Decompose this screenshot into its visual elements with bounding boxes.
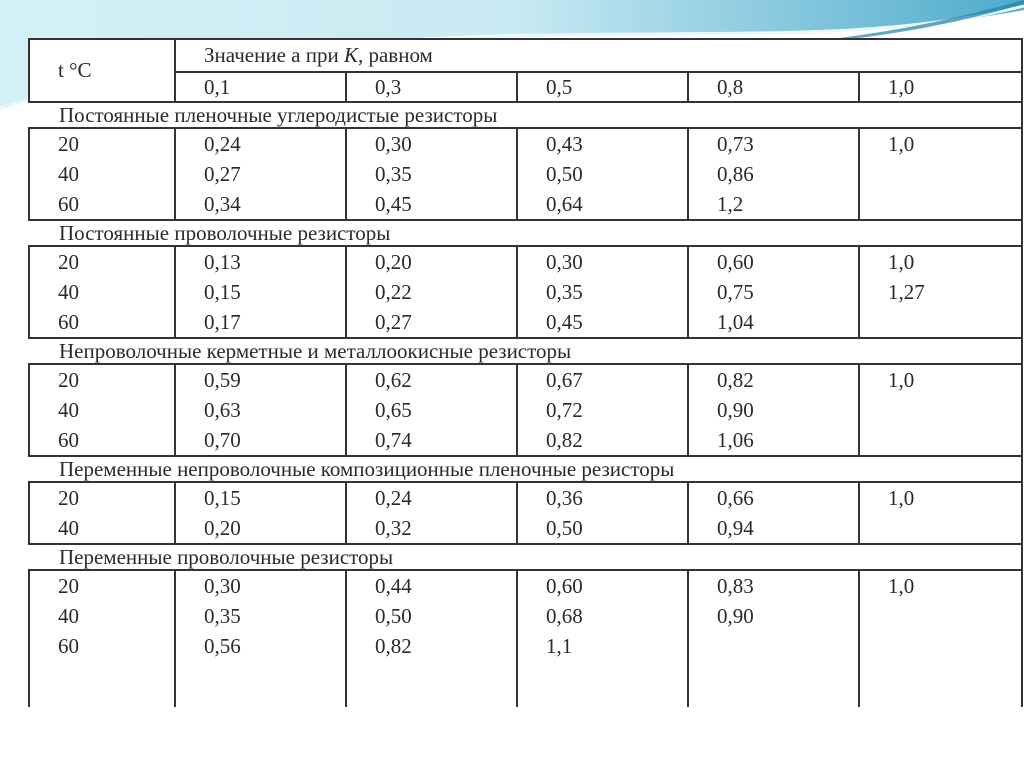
coefficient-value: 0,60 [546, 574, 583, 598]
section-title: Постоянные пленочные углеродистые резисторы [29, 102, 1022, 128]
table-bottom-padding [204, 661, 345, 707]
coefficient-cell [517, 246, 688, 338]
k-caption-suffix: , равном [357, 43, 433, 67]
coefficient-value: 0,62 [375, 368, 412, 392]
coefficient-cell [859, 246, 1022, 338]
coefficient-cell [688, 482, 859, 544]
resistor-coefficient-table-sheet [28, 38, 1022, 722]
coefficient-value: 1,04 [717, 310, 754, 334]
section-data-row [29, 246, 1022, 338]
coefficient-value: 0,50 [546, 162, 583, 186]
coefficient-value: 1,0 [888, 574, 915, 598]
coefficient-cell [175, 128, 346, 220]
section-data-row [29, 570, 1022, 707]
coefficient-value [888, 189, 1021, 219]
coefficient-value: 1,2 [717, 192, 744, 216]
coefficient-cell [517, 128, 688, 220]
coefficient-value: 0,63 [204, 398, 241, 422]
temperature-value: 40 [58, 280, 79, 304]
coefficient-value: 0,82 [717, 368, 754, 392]
coefficient-value: 0,72 [546, 398, 583, 422]
coefficient-value: 0,82 [546, 428, 583, 452]
temperature-value: 20 [58, 486, 79, 510]
coefficient-value: 0,66 [717, 486, 754, 510]
coefficient-value: 0,24 [204, 132, 241, 156]
table-bottom-padding [58, 661, 174, 707]
section-data-row [29, 364, 1022, 456]
coefficient-value: 0,44 [375, 574, 412, 598]
coefficient-cell [175, 570, 346, 707]
coefficient-value: 0,65 [375, 398, 412, 422]
section-header-row [29, 220, 1022, 246]
temperature-value: 40 [58, 398, 79, 422]
coefficient-value: 1,0 [888, 486, 915, 510]
coefficient-value: 0,30 [546, 250, 583, 274]
coefficient-cell [175, 364, 346, 456]
coefficient-value: 0,86 [717, 162, 754, 186]
coefficient-value [888, 307, 1021, 337]
section-title: Постоянные проволочные резисторы [29, 220, 1022, 246]
coefficient-value [888, 601, 1021, 631]
coefficient-cell [859, 364, 1022, 456]
coefficient-value: 0,20 [204, 516, 241, 540]
k-value-header: 0,1 [175, 72, 346, 102]
coefficient-value: 0,90 [717, 604, 754, 628]
coefficient-value: 0,35 [375, 162, 412, 186]
temperature-value: 40 [58, 516, 79, 540]
coefficient-value: 0,36 [546, 486, 583, 510]
temperature-value: 60 [58, 310, 79, 334]
table-bottom-padding [717, 661, 858, 707]
coefficient-value: 0,83 [717, 574, 754, 598]
coefficient-value: 0,82 [375, 634, 412, 658]
coefficient-cell [175, 246, 346, 338]
coefficient-value: 1,0 [888, 368, 915, 392]
temperature-header: t °C [29, 39, 175, 102]
temperature-value: 60 [58, 192, 79, 216]
k-value-header: 0,8 [688, 72, 859, 102]
coefficient-cell [346, 570, 517, 707]
coefficient-value: 0,94 [717, 516, 754, 540]
coefficient-value: 0,30 [204, 574, 241, 598]
section-data-row [29, 128, 1022, 220]
coefficient-cell [688, 246, 859, 338]
coefficient-cell [517, 482, 688, 544]
coefficient-value: 1,0 [888, 250, 915, 274]
coefficient-value: 0,50 [375, 604, 412, 628]
k-caption-variable: K [343, 43, 358, 67]
coefficient-value [888, 513, 1021, 543]
section-header-row [29, 544, 1022, 570]
temperature-cell [29, 246, 175, 338]
coefficient-value: 1,06 [717, 428, 754, 452]
coefficient-cell [688, 570, 859, 707]
coefficient-cell [517, 570, 688, 707]
coefficient-value: 0,43 [546, 132, 583, 156]
coefficient-value: 0,50 [546, 516, 583, 540]
k-value-header: 0,5 [517, 72, 688, 102]
coefficient-value: 1,27 [888, 280, 925, 304]
coefficient-cell [346, 128, 517, 220]
section-title: Переменные непроволочные композиционные пленочные резисторы [29, 456, 1022, 482]
coefficient-cell [859, 128, 1022, 220]
temperature-cell [29, 570, 175, 707]
section-title: Переменные проволочные резисторы [29, 544, 1022, 570]
coefficient-value: 0,22 [375, 280, 412, 304]
resistor-coefficient-table [28, 38, 1023, 707]
temperature-value: 20 [58, 368, 79, 392]
k-value-header: 1,0 [859, 72, 1022, 102]
coefficient-value [888, 159, 1021, 189]
coefficient-value: 0,74 [375, 428, 412, 452]
coefficient-value: 0,34 [204, 192, 241, 216]
coefficient-value: 0,24 [375, 486, 412, 510]
temperature-value: 60 [58, 428, 79, 452]
coefficient-value [888, 395, 1021, 425]
section-header-row [29, 102, 1022, 128]
coefficient-value [888, 425, 1021, 455]
coefficient-cell [346, 482, 517, 544]
coefficient-value: 0,15 [204, 280, 241, 304]
section-title: Непроволочные керметные и металлоокисные резисторы [29, 338, 1022, 364]
coefficient-cell [517, 364, 688, 456]
coefficient-value: 0,30 [375, 132, 412, 156]
table-bottom-padding [546, 661, 687, 707]
coefficient-value: 0,70 [204, 428, 241, 452]
coefficient-value: 0,59 [204, 368, 241, 392]
temperature-value: 20 [58, 574, 79, 598]
table-bottom-padding [888, 661, 1021, 707]
coefficient-value: 0,45 [375, 192, 412, 216]
coefficient-value: 0,68 [546, 604, 583, 628]
section-data-row [29, 482, 1022, 544]
coefficient-value: 0,32 [375, 516, 412, 540]
coefficient-value: 0,27 [204, 162, 241, 186]
temperature-value: 40 [58, 604, 79, 628]
coefficient-value: 0,73 [717, 132, 754, 156]
coefficient-value: 0,35 [546, 280, 583, 304]
coefficient-value: 1,0 [888, 132, 915, 156]
coefficient-value: 0,45 [546, 310, 583, 334]
k-caption-prefix: Значение a при [204, 43, 344, 67]
coefficient-cell [688, 364, 859, 456]
coefficient-value: 0,90 [717, 398, 754, 422]
coefficient-value: 0,75 [717, 280, 754, 304]
temperature-value: 20 [58, 132, 79, 156]
section-header-row [29, 456, 1022, 482]
coefficient-value: 0,15 [204, 486, 241, 510]
coefficient-value: 0,60 [717, 250, 754, 274]
coefficient-value: 0,67 [546, 368, 583, 392]
coefficient-value [888, 631, 1021, 661]
section-header-row [29, 338, 1022, 364]
table-bottom-padding [375, 661, 516, 707]
temperature-cell [29, 482, 175, 544]
coefficient-value: 0,13 [204, 250, 241, 274]
coefficient-value: 0,27 [375, 310, 412, 334]
coefficient-value: 1,1 [546, 634, 573, 658]
temperature-value: 60 [58, 634, 79, 658]
coefficient-value: 0,17 [204, 310, 241, 334]
coefficient-value: 0,64 [546, 192, 583, 216]
temperature-cell [29, 364, 175, 456]
coefficient-value: 0,20 [375, 250, 412, 274]
temperature-cell [29, 128, 175, 220]
coefficient-cell [859, 570, 1022, 707]
coefficient-cell [688, 128, 859, 220]
coefficient-value: 0,35 [204, 604, 241, 628]
temperature-value: 20 [58, 250, 79, 274]
coefficient-cell [346, 246, 517, 338]
coefficient-cell [346, 364, 517, 456]
coefficient-cell [175, 482, 346, 544]
k-caption-header [175, 39, 1022, 72]
coefficient-value [717, 631, 858, 661]
k-value-header: 0,3 [346, 72, 517, 102]
temperature-value: 40 [58, 162, 79, 186]
coefficient-cell [859, 482, 1022, 544]
coefficient-value: 0,56 [204, 634, 241, 658]
